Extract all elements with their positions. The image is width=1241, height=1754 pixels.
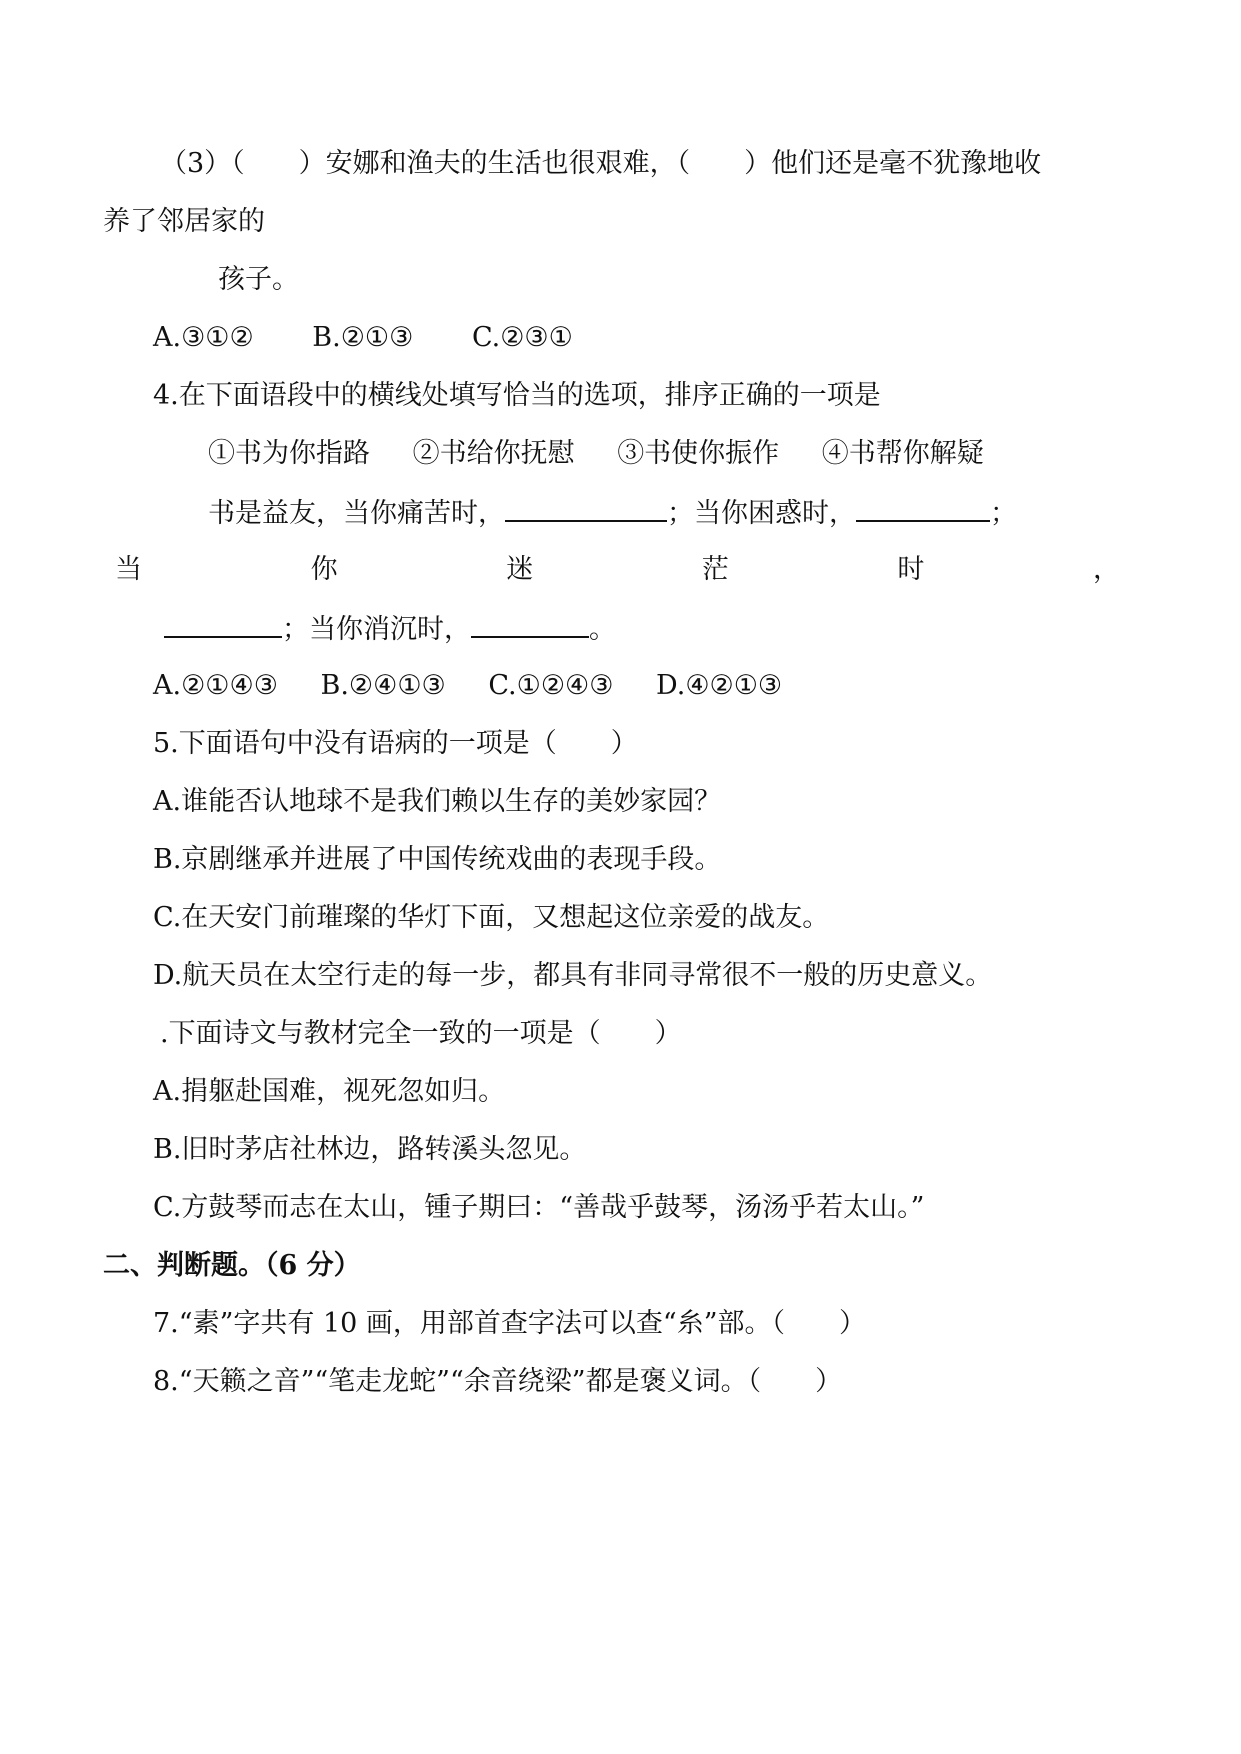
q3-option-b: B.②①③ [312,322,414,353]
q4-spread-char-2: 你 [310,554,338,585]
section2-heading: 二、判断题。（6 分） [103,1250,361,1281]
q4-blank-4[interactable] [471,610,589,638]
q3-sentence3-line2: 养了邻居家的 [103,206,265,237]
q4-passage-end1: ； [990,498,1017,529]
q4-passage-line3 [164,610,616,648]
q3-options [153,320,573,356]
q4-blank-1[interactable] [505,494,667,522]
q4-option-b: B.②④①③ [320,670,446,701]
q8-statement: 8.“天籁之音”“笔走龙蛇”“余音绕梁”都是褒义词。（ ） [153,1366,843,1397]
q4-passage-mid1: ；当你困惑时， [667,498,856,529]
q4-blank-2[interactable] [856,494,990,522]
q3-sentence3-line3: 孩子。 [218,264,299,295]
q5-option-b: B.京剧继承并进展了中国传统戏曲的表现手段。 [153,844,722,875]
q4-passage-spread-line [115,552,1120,588]
q4-spread-char-5: 时 [897,554,925,585]
q4-stem: 4.在下面语段中的横线处填写恰当的选项，排序正确的一项是 [153,380,881,411]
q4-spread-char-4: 茫 [701,554,729,585]
q4-option-d: D.④②①③ [656,670,783,701]
q4-option-a: A.②①④③ [153,670,278,701]
q5-stem: 5.下面语句中没有语病的一项是（ ） [153,728,638,759]
q4-choice-1: ①书为你指路 [208,438,370,469]
q6-option-c: C.方鼓琴而志在太山，锺子期曰：“善哉乎鼓琴，汤汤乎若太山。” [153,1192,925,1223]
q4-choice-2: ②书给你抚慰 [412,438,575,469]
q4-passage-mid2: ；当你消沉时， [282,614,471,645]
q4-spread-char-1: 当 [115,554,142,585]
q7-statement: 7.“素”字共有 10 画，用部首查字法可以查“糸”部。（ ） [153,1308,866,1339]
q4-option-c: C.①②④③ [488,670,614,701]
q4-spread-char-3: 迷 [506,554,534,585]
q3-option-c: C.②③① [471,322,573,353]
q3-sentence3-line1: （3）（ ）安娜和渔夫的生活也很艰难，（ ）他们还是毫不犹豫地收 [160,148,1042,179]
q4-passage-start: 书是益友，当你痛苦时， [208,498,505,529]
q6-option-b: B.旧时茅店社林边，路转溪头忽见。 [153,1134,587,1165]
q4-passage-end2: 。 [589,614,616,645]
q4-choice-3: ③书使你振作 [617,438,780,469]
q4-choice-4: ④书帮你解疑 [821,438,984,469]
q5-option-c: C.在天安门前璀璨的华灯下面，又想起这位亲爱的战友。 [153,902,830,933]
q4-passage-line1 [208,494,1017,532]
q3-option-a: A.③①② [153,322,254,353]
q4-options [153,668,782,704]
q5-option-d: D.航天员在太空行走的每一步，都具有非同寻常很不一般的历史意义。 [153,960,993,991]
q6-option-a: A.捐躯赴国难，视死忽如归。 [153,1076,506,1107]
q4-spread-char-6: ， [1092,554,1120,585]
q4-choices [208,436,984,472]
q5-option-a: A.谁能否认地球不是我们赖以生存的美妙家园？ [153,786,722,817]
q4-blank-3[interactable] [164,610,282,638]
q6-stem: .下面诗文与教材完全一致的一项是（ ） [160,1018,682,1049]
